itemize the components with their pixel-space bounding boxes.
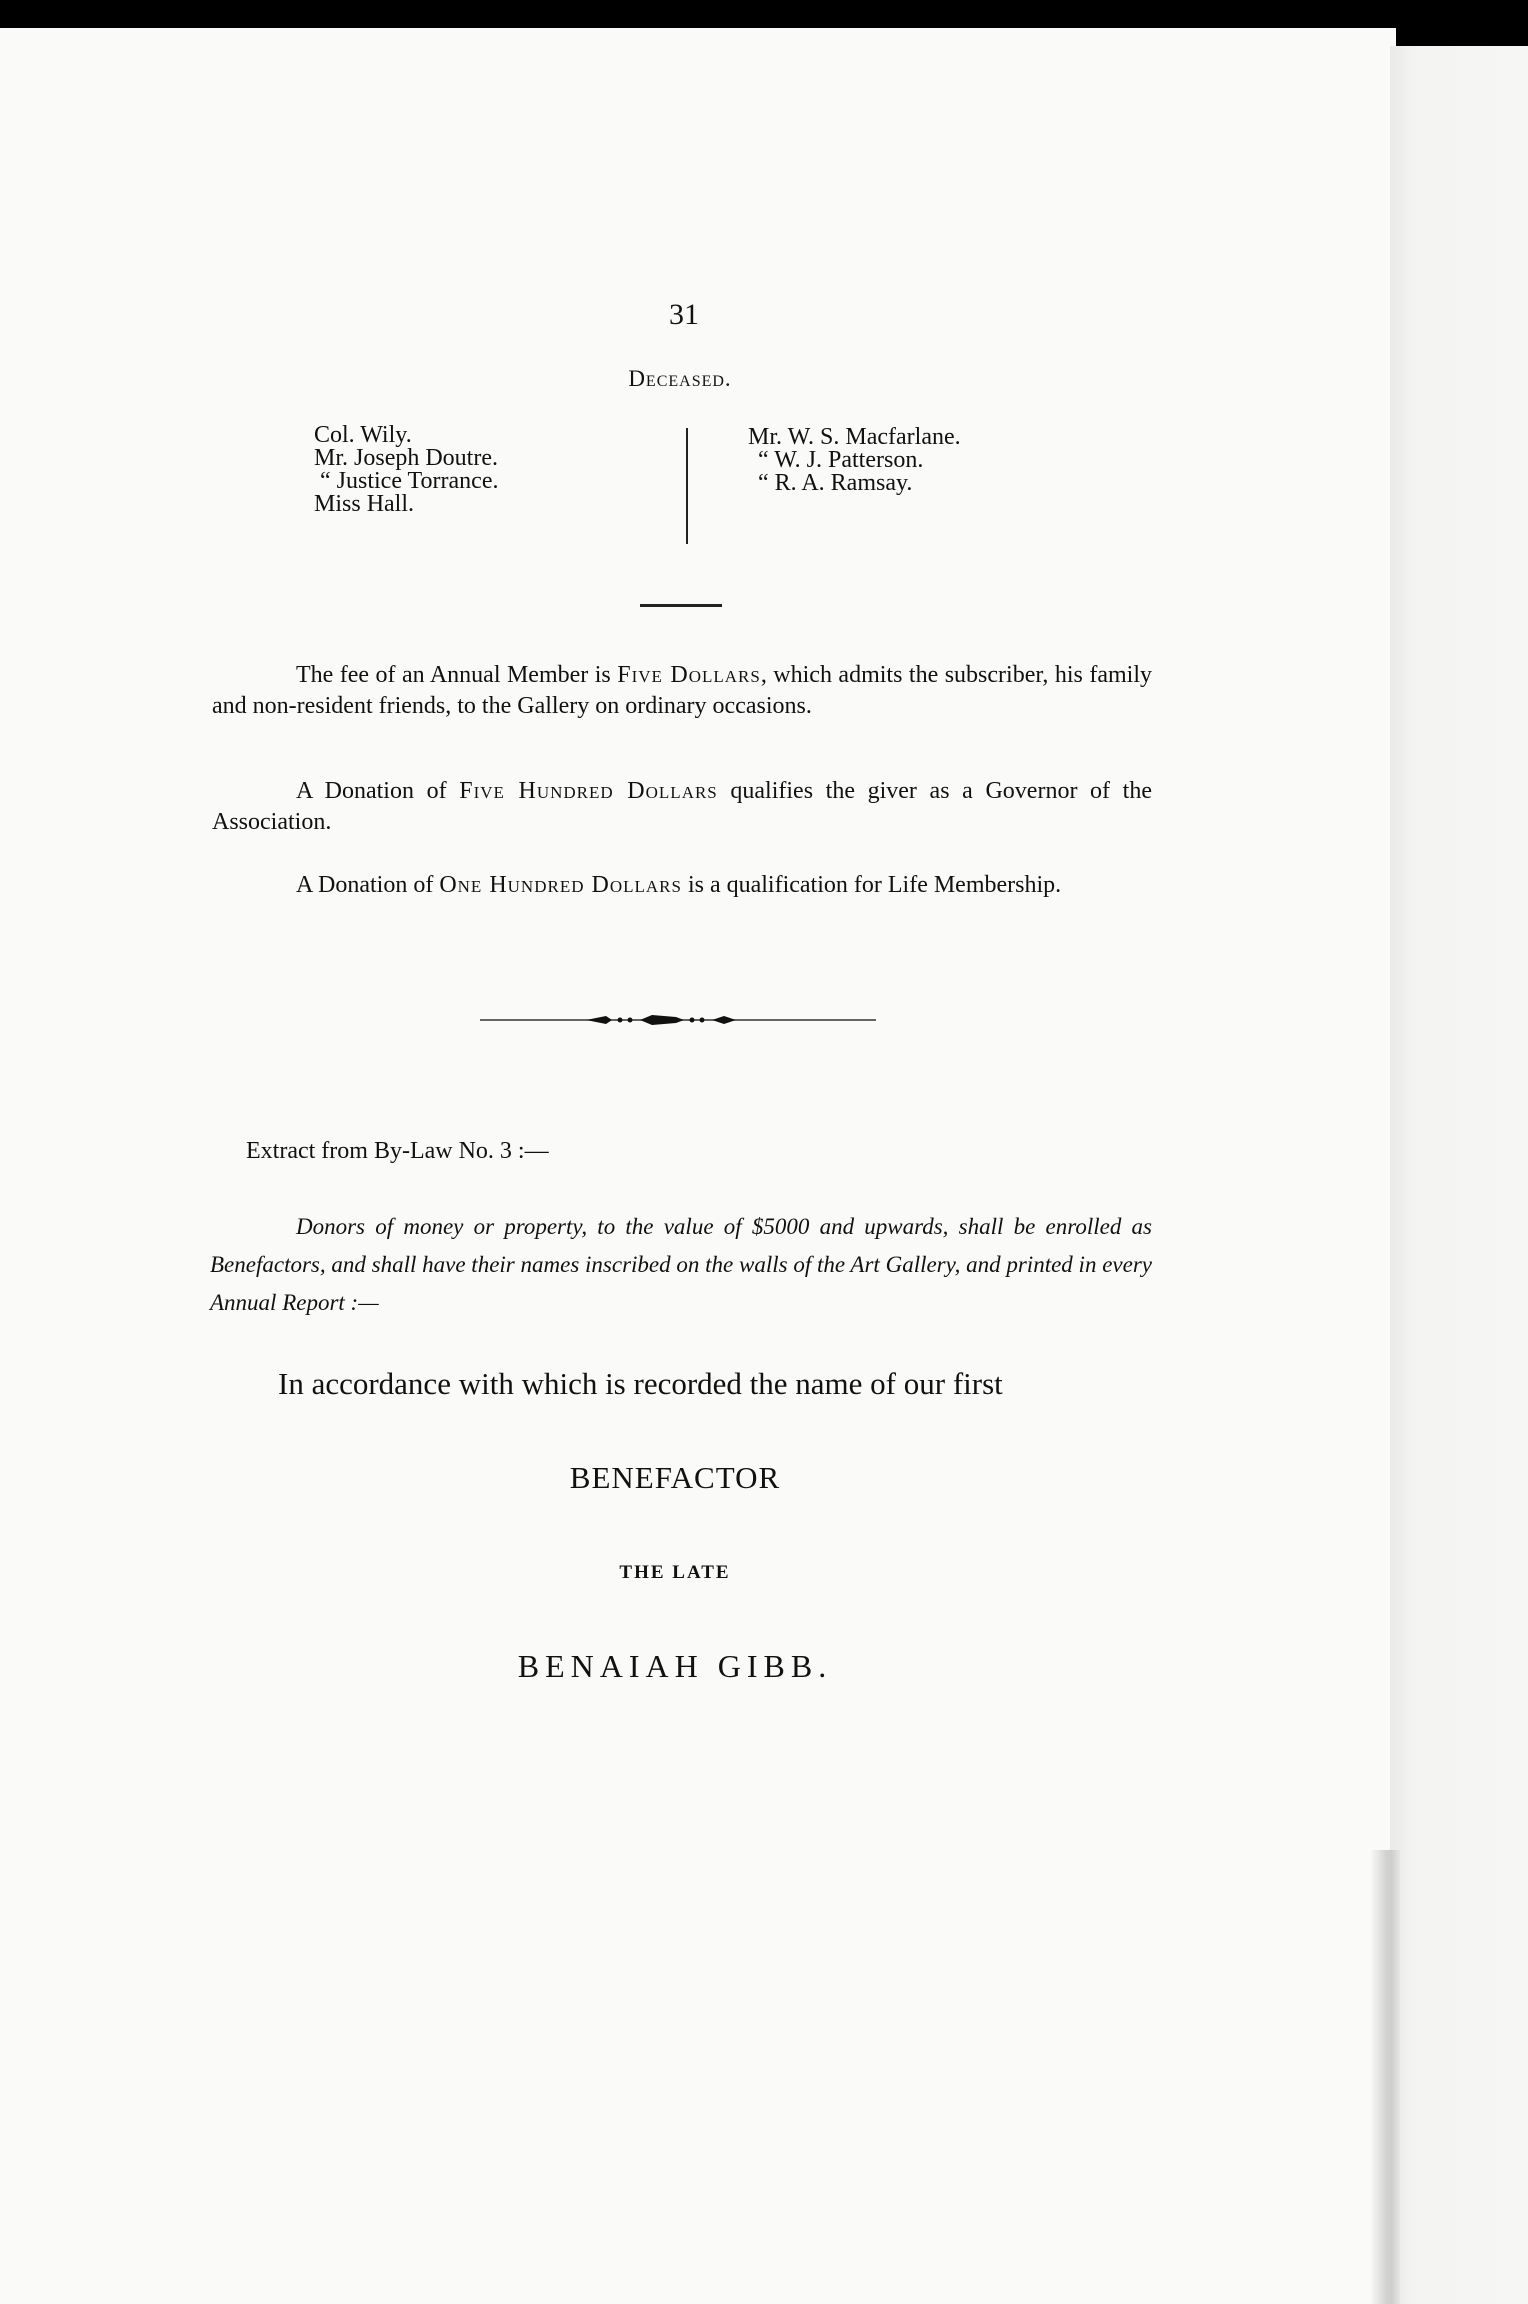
next-page-edge bbox=[1390, 46, 1528, 2304]
the-late-label: THE LATE bbox=[619, 1562, 731, 1583]
bylaw-text: Donors of money or property, to the value of $5000 and upwards, shall be enrolled as Benefactors, and shall have their names inscribed on the walls of the Art Gallery, and printed in every Annual Report :— bbox=[210, 1214, 1152, 1315]
section-rule bbox=[640, 604, 722, 607]
benefactor-heading: BENEFACTOR bbox=[569, 1460, 781, 1495]
deceased-name: “ Justice Torrance. bbox=[320, 468, 499, 494]
section-heading: Deceased. bbox=[628, 366, 732, 391]
bylaw-extract-label: Extract from By-Law No. 3 :— bbox=[246, 1138, 549, 1164]
deceased-list-right bbox=[748, 426, 961, 495]
deceased-name: “ W. J. Patterson. bbox=[758, 447, 924, 473]
deceased-name: “ R. A. Ramsay. bbox=[758, 470, 913, 496]
deceased-list-left bbox=[314, 424, 498, 516]
annual-member-paragraph: The fee of an Annual Member is Five Dollars, which admits the subscriber, his family and non-resident friends, to the Gallery on ordinary occasions. bbox=[212, 662, 1152, 719]
column-divider bbox=[686, 428, 688, 544]
page-number: 31 bbox=[669, 298, 699, 331]
page-edge-shadow bbox=[1370, 1850, 1400, 2304]
deceased-name: Mr. W. S. Macfarlane. bbox=[748, 424, 961, 450]
deceased-name: Col. Wily. bbox=[314, 422, 412, 448]
deceased-name: Mr. Joseph Doutre. bbox=[314, 445, 498, 471]
benefactor-name: BENAIAH GIBB. bbox=[517, 1648, 833, 1684]
benefactor-intro: In accordance with which is recorded the name of our first bbox=[278, 1366, 1003, 1401]
deceased-name: Miss Hall. bbox=[314, 491, 415, 517]
governor-paragraph: A Donation of Five Hundred Dollars qualifies the giver as a Governor of the Association. bbox=[212, 778, 1153, 835]
ornamental-divider bbox=[480, 1008, 876, 1032]
life-member-paragraph: A Donation of One Hundred Dollars is a qualification for Life Membership. bbox=[296, 872, 1062, 898]
